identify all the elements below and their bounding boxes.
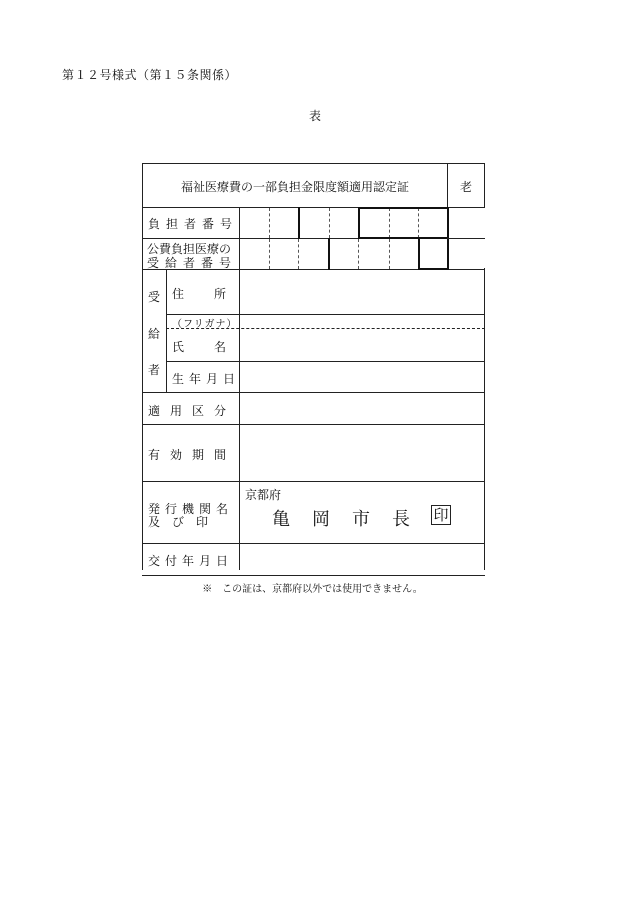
- grid-line: [166, 269, 167, 392]
- issuer-name: 亀岡市長: [272, 509, 432, 530]
- digit-divider: [269, 239, 270, 269]
- recipient-char-3: 者: [148, 363, 161, 377]
- grid-line: [142, 207, 143, 570]
- digit-border: [358, 207, 449, 209]
- title-side-label: 老: [459, 180, 472, 194]
- digit-divider: [358, 207, 360, 239]
- name-label: 氏 名: [172, 340, 229, 354]
- digit-divider: [389, 239, 390, 269]
- grid-line: [142, 543, 485, 544]
- form-number: 第１２号様式（第１５条関係）: [62, 68, 238, 82]
- grid-line: [447, 238, 485, 239]
- validity-label: 有効期間: [148, 448, 237, 462]
- digit-divider: [418, 208, 419, 238]
- address-label: 住 所: [172, 287, 229, 301]
- grid-line: [142, 424, 485, 425]
- public-number-label-2: 受給者番号: [147, 256, 238, 270]
- public-number-label-1: 公費負担医療の: [147, 242, 232, 256]
- usage-note: ※ この証は、京都府以外では使用できません。: [202, 584, 423, 595]
- issue-date-label: 交付年月日: [148, 554, 234, 568]
- digit-divider: [298, 239, 299, 269]
- recipient-char-2: 給: [148, 327, 161, 341]
- digit-divider: [447, 207, 449, 239]
- digit-divider: [298, 207, 300, 239]
- digit-divider: [447, 238, 449, 270]
- recipient-char-1: 受: [148, 290, 161, 304]
- furigana-label: （フリガナ）: [172, 319, 238, 330]
- certificate-title: 福祉医療費の一部負担金限度額適用認定証: [180, 180, 409, 194]
- digit-divider: [358, 239, 359, 269]
- issuer-label-2: 及 び 印: [148, 515, 209, 529]
- birthdate-label: 生年月日: [172, 372, 241, 386]
- grid-line: [142, 392, 485, 393]
- digit-divider: [269, 208, 270, 238]
- seal-mark: 印: [431, 505, 451, 525]
- issuer-prefecture: 京都府: [245, 488, 282, 502]
- grid-line: [239, 207, 240, 570]
- burden-number-label: 負担者番号: [148, 217, 239, 231]
- digit-divider: [418, 238, 420, 270]
- digit-divider: [389, 208, 390, 238]
- grid-line: [166, 361, 485, 362]
- issuer-label-1: 発行機関名: [148, 502, 234, 516]
- digit-divider: [329, 208, 330, 238]
- category-label: 適用区分: [148, 404, 237, 418]
- title-side-cell: [447, 163, 485, 208]
- title-cell: [142, 163, 448, 208]
- grid-line: [142, 575, 485, 576]
- grid-line: [142, 481, 485, 482]
- digit-divider: [328, 238, 330, 270]
- side-label: 表: [308, 109, 321, 123]
- digit-border: [418, 268, 449, 270]
- digit-border: [358, 237, 449, 239]
